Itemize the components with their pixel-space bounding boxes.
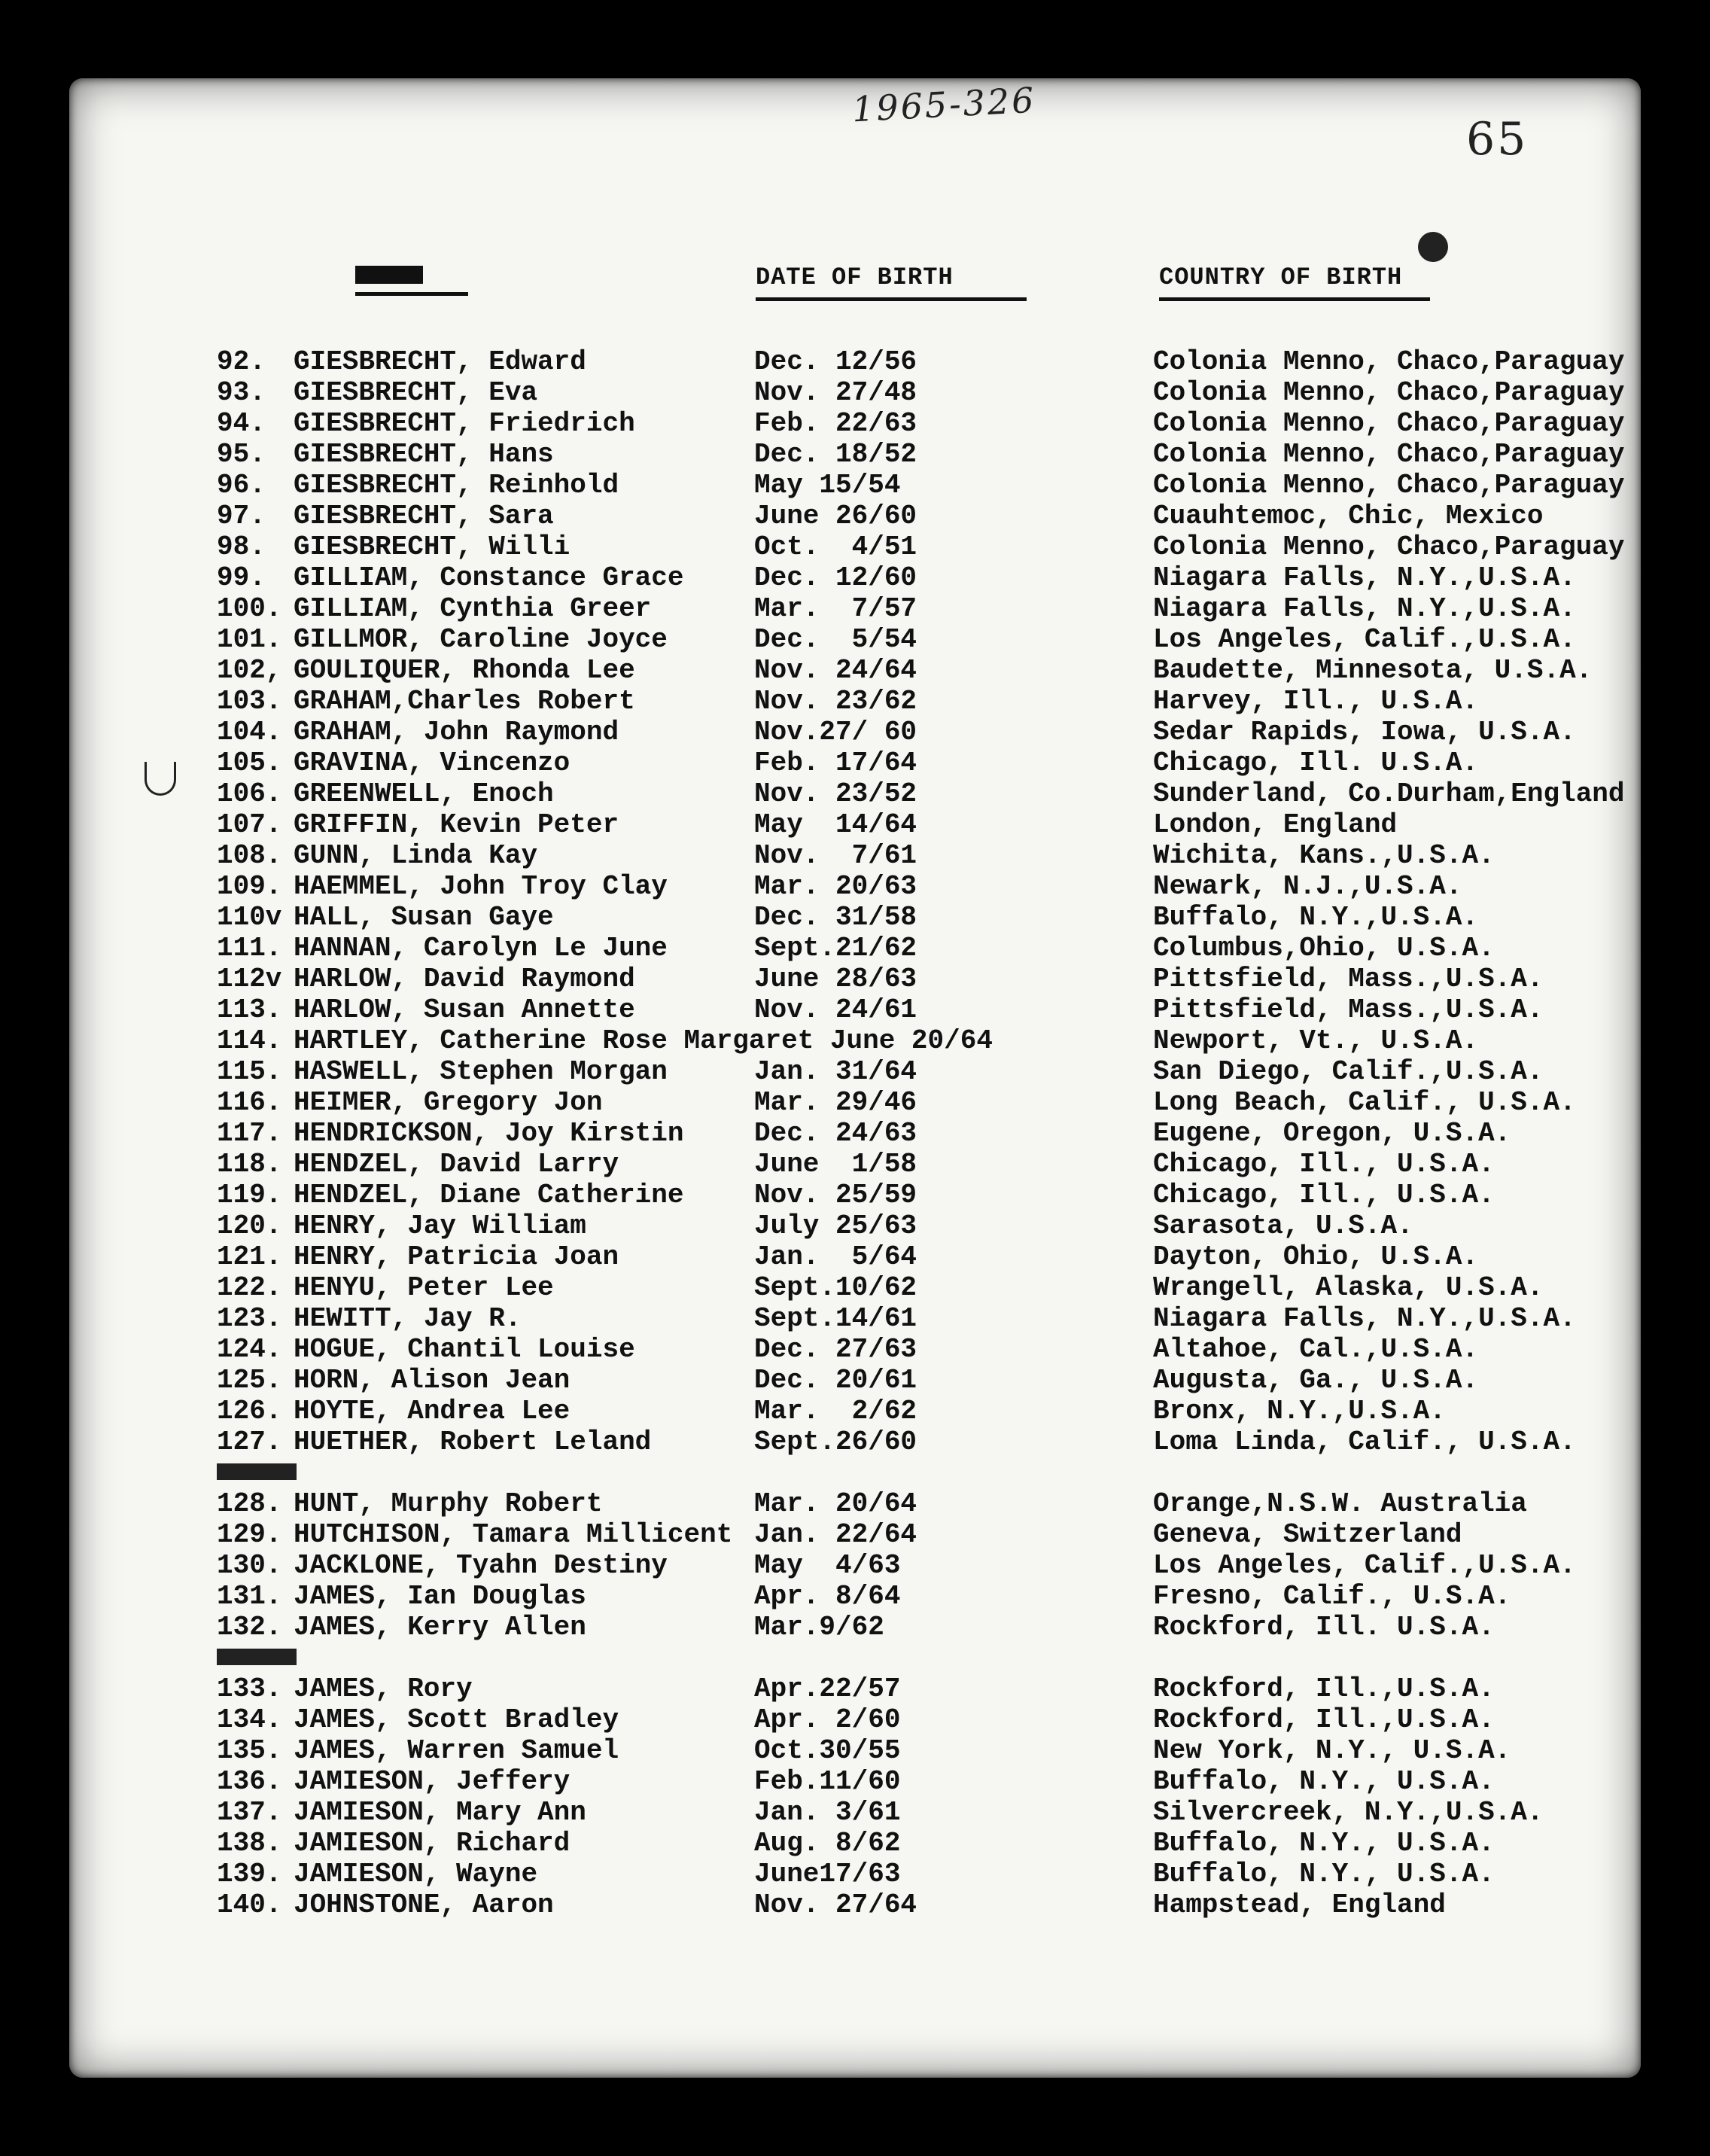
entry-number: 121. <box>217 1241 282 1272</box>
list-item <box>69 408 1641 439</box>
list-item <box>69 933 1641 964</box>
entry-date-of-birth: Feb. 17/64 <box>754 748 917 778</box>
entry-country-of-birth: Chicago, Ill., U.S.A. <box>1153 1180 1495 1210</box>
entry-date-of-birth: Mar. 20/64 <box>754 1488 917 1519</box>
entry-name: JAMIESON, Wayne <box>294 1859 538 1890</box>
entry-date-of-birth: Dec. 24/63 <box>754 1118 917 1149</box>
entry-date-of-birth: Jan. 5/64 <box>754 1241 917 1272</box>
list-item <box>69 871 1641 902</box>
entry-country-of-birth: Niagara Falls, N.Y.,U.S.A. <box>1153 1303 1576 1334</box>
list-item <box>69 840 1641 871</box>
entry-country-of-birth: Wrangell, Alaska, U.S.A. <box>1153 1272 1544 1303</box>
entry-date-of-birth: July 25/63 <box>754 1210 917 1241</box>
entry-name: GIESBRECHT, Sara <box>294 501 554 531</box>
entry-date-of-birth: Nov. 23/52 <box>754 778 917 809</box>
entry-country-of-birth: Colonia Menno, Chaco,Paraguay <box>1153 408 1625 439</box>
entry-date-of-birth: Apr.22/57 <box>754 1673 901 1704</box>
entry-name: GRAHAM, John Raymond <box>294 717 619 748</box>
entry-country-of-birth: Augusta, Ga., U.S.A. <box>1153 1365 1479 1396</box>
entry-name: HENDZEL, Diane Catherine <box>294 1180 684 1210</box>
entry-date-of-birth: Dec. 5/54 <box>754 624 917 655</box>
entry-date-of-birth: June 28/63 <box>754 964 917 994</box>
list-item <box>69 717 1641 748</box>
list-item <box>69 1488 1641 1519</box>
entry-country-of-birth: Orange,N.S.W. Australia <box>1153 1488 1527 1519</box>
list-item <box>69 377 1641 408</box>
list-item <box>69 1890 1641 1920</box>
entry-date-of-birth: Jan. 31/64 <box>754 1056 917 1087</box>
entry-name: HALL, Susan Gaye <box>294 902 554 933</box>
entry-name: HASWELL, Stephen Morgan <box>294 1056 668 1087</box>
list-item <box>69 1612 1641 1643</box>
entry-number: 111. <box>217 933 282 964</box>
entry-name: HUNT, Murphy Robert <box>294 1488 603 1519</box>
entry-name: GILLMOR, Caroline Joyce <box>294 624 668 655</box>
entry-country-of-birth: Dayton, Ohio, U.S.A. <box>1153 1241 1479 1272</box>
entry-name: HENYU, Peter Lee <box>294 1272 554 1303</box>
entry-name: HOGUE, Chantil Louise <box>294 1334 635 1365</box>
entry-name: GILLIAM, Constance Grace <box>294 562 684 593</box>
list-item <box>69 1241 1641 1272</box>
entry-country-of-birth: San Diego, Calif.,U.S.A. <box>1153 1056 1544 1087</box>
entry-date-of-birth: Sept.10/62 <box>754 1272 917 1303</box>
entry-number: 128. <box>217 1488 282 1519</box>
list-item <box>69 1735 1641 1766</box>
entry-country-of-birth: Altahoe, Cal.,U.S.A. <box>1153 1334 1479 1365</box>
entry-date-of-birth: Dec. 18/52 <box>754 439 917 470</box>
entry-name: HUTCHISON, Tamara Millicent <box>294 1519 733 1550</box>
entry-country-of-birth: Pittsfield, Mass.,U.S.A. <box>1153 994 1544 1025</box>
document-page <box>69 78 1641 2078</box>
list-item <box>69 1828 1641 1859</box>
entry-name: GRAHAM,Charles Robert <box>294 686 635 717</box>
entry-name: HENRY, Patricia Joan <box>294 1241 619 1272</box>
entry-date-of-birth: Mar. 7/57 <box>754 593 917 624</box>
entry-country-of-birth: Cuauhtemoc, Chic, Mexico <box>1153 501 1544 531</box>
entry-number: 98. <box>217 531 266 562</box>
entry-number: 107. <box>217 809 282 840</box>
entry-name: GUNN, Linda Kay <box>294 840 538 871</box>
entry-name: HENDZEL, David Larry <box>294 1149 619 1180</box>
entry-country-of-birth: Loma Linda, Calif., U.S.A. <box>1153 1427 1576 1457</box>
entry-number: 133. <box>217 1673 282 1704</box>
entry-date-of-birth: June 26/60 <box>754 501 917 531</box>
header-country-of-birth: COUNTRY OF BIRTH <box>1159 263 1430 301</box>
entry-date-of-birth: Nov. 24/61 <box>754 994 917 1025</box>
list-item <box>69 655 1641 686</box>
list-item <box>69 1210 1641 1241</box>
redacted-annotation <box>69 1457 1641 1488</box>
entry-country-of-birth: Los Angeles, Calif.,U.S.A. <box>1153 1550 1576 1581</box>
entry-number: 129. <box>217 1519 282 1550</box>
entry-number: 139. <box>217 1859 282 1890</box>
entry-number: 100. <box>217 593 282 624</box>
entry-date-of-birth: Dec. 12/56 <box>754 346 917 377</box>
entry-number: 103. <box>217 686 282 717</box>
entry-date-of-birth: Jan. 22/64 <box>754 1519 917 1550</box>
entry-date-of-birth: Feb. 22/63 <box>754 408 917 439</box>
entry-name: JAMIESON, Richard <box>294 1828 571 1859</box>
list-item <box>69 1673 1641 1704</box>
entry-date-of-birth: Nov. 27/64 <box>754 1890 917 1920</box>
entry-country-of-birth: Long Beach, Calif., U.S.A. <box>1153 1087 1576 1118</box>
redacted-annotation <box>69 1643 1641 1673</box>
list-item <box>69 1766 1641 1797</box>
entry-country-of-birth: Harvey, Ill., U.S.A. <box>1153 686 1479 717</box>
entry-date-of-birth: Nov. 27/48 <box>754 377 917 408</box>
entry-number: 106. <box>217 778 282 809</box>
entry-date-of-birth: May 15/54 <box>754 470 901 501</box>
entry-name: GIESBRECHT, Reinhold <box>294 470 619 501</box>
entry-date-of-birth: Mar. 29/46 <box>754 1087 917 1118</box>
entry-date-of-birth: Mar. 2/62 <box>754 1396 917 1427</box>
list-item <box>69 562 1641 593</box>
entry-country-of-birth: Hampstead, England <box>1153 1890 1446 1920</box>
entry-country-of-birth: Colonia Menno, Chaco,Paraguay <box>1153 470 1625 501</box>
list-item <box>69 809 1641 840</box>
entry-number: 123. <box>217 1303 282 1334</box>
entry-country-of-birth: Columbus,Ohio, U.S.A. <box>1153 933 1495 964</box>
entry-country-of-birth: Pittsfield, Mass.,U.S.A. <box>1153 964 1544 994</box>
entry-date-of-birth: Dec. 27/63 <box>754 1334 917 1365</box>
entry-country-of-birth: Colonia Menno, Chaco,Paraguay <box>1153 377 1625 408</box>
entry-date-of-birth: Sept.26/60 <box>754 1427 917 1457</box>
entry-country-of-birth: Rockford, Ill.,U.S.A. <box>1153 1704 1495 1735</box>
entry-name: GIESBRECHT, Hans <box>294 439 554 470</box>
entry-country-of-birth: Buffalo, N.Y.,U.S.A. <box>1153 902 1479 933</box>
list-item <box>69 1118 1641 1149</box>
entry-number: 113. <box>217 994 282 1025</box>
entry-country-of-birth: Silvercreek, N.Y.,U.S.A. <box>1153 1797 1544 1828</box>
list-item <box>69 1303 1641 1334</box>
entry-number: 119. <box>217 1180 282 1210</box>
entry-country-of-birth: Colonia Menno, Chaco,Paraguay <box>1153 439 1625 470</box>
entry-date-of-birth: Sept.14/61 <box>754 1303 917 1334</box>
entry-number: 130. <box>217 1550 282 1581</box>
entry-number: 115. <box>217 1056 282 1087</box>
entry-date-of-birth: Mar.9/62 <box>754 1612 884 1643</box>
entry-date-of-birth: Apr. 8/64 <box>754 1581 901 1612</box>
entry-number: 105. <box>217 748 282 778</box>
entry-country-of-birth: Chicago, Ill. U.S.A. <box>1153 748 1479 778</box>
list-item <box>69 1704 1641 1735</box>
entry-name: HORN, Alison Jean <box>294 1365 571 1396</box>
list-item <box>69 1334 1641 1365</box>
list-item <box>69 346 1641 377</box>
entry-name: HARLOW, David Raymond <box>294 964 635 994</box>
list-item <box>69 531 1641 562</box>
entry-date-of-birth: May 14/64 <box>754 809 917 840</box>
entry-name: HEWITT, Jay R. <box>294 1303 522 1334</box>
entry-name: HUETHER, Robert Leland <box>294 1427 652 1457</box>
list-item <box>69 994 1641 1025</box>
entry-name: GIESBRECHT, Eva <box>294 377 538 408</box>
list-item <box>69 1056 1641 1087</box>
list-item <box>69 1581 1641 1612</box>
entry-number: 92. <box>217 346 266 377</box>
entry-country-of-birth: Buffalo, N.Y., U.S.A. <box>1153 1859 1495 1890</box>
entry-number: 104. <box>217 717 282 748</box>
entry-country-of-birth: Sarasota, U.S.A. <box>1153 1210 1413 1241</box>
list-item <box>69 624 1641 655</box>
entry-number: 94. <box>217 408 266 439</box>
entry-number: 116. <box>217 1087 282 1118</box>
list-item <box>69 1427 1641 1457</box>
entry-date-of-birth: Dec. 31/58 <box>754 902 917 933</box>
entry-date-of-birth: Apr. 2/60 <box>754 1704 901 1735</box>
entry-name: GRIFFIN, Kevin Peter <box>294 809 619 840</box>
header-date-of-birth: DATE OF BIRTH <box>756 263 1027 301</box>
entry-name: JACKLONE, Tyahn Destiny <box>294 1550 668 1581</box>
page-number: 65 <box>1466 113 1529 166</box>
entry-country-of-birth: Los Angeles, Calif.,U.S.A. <box>1153 624 1576 655</box>
entry-country-of-birth: Baudette, Minnesota, U.S.A. <box>1153 655 1593 686</box>
entry-name: GOULIQUER, Rhonda Lee <box>294 655 635 686</box>
entry-country-of-birth: Niagara Falls, N.Y.,U.S.A. <box>1153 562 1576 593</box>
entry-country-of-birth: Sunderland, Co.Durham,England <box>1153 778 1625 809</box>
list-item <box>69 748 1641 778</box>
entry-number: 134. <box>217 1704 282 1735</box>
list-item <box>69 501 1641 531</box>
entry-country-of-birth: Bronx, N.Y.,U.S.A. <box>1153 1396 1446 1427</box>
entry-name: HANNAN, Carolyn Le June <box>294 933 668 964</box>
entry-name: HENRY, Jay William <box>294 1210 586 1241</box>
entry-country-of-birth: London, England <box>1153 809 1398 840</box>
entry-number: 95. <box>217 439 266 470</box>
entry-date-of-birth: Dec. 20/61 <box>754 1365 917 1396</box>
entry-name: HENDRICKSON, Joy Kirstin <box>294 1118 684 1149</box>
entry-number: 120. <box>217 1210 282 1241</box>
entry-country-of-birth: Chicago, Ill., U.S.A. <box>1153 1149 1495 1180</box>
entry-country-of-birth: Rockford, Ill. U.S.A. <box>1153 1612 1495 1643</box>
list-item <box>69 1180 1641 1210</box>
list-item <box>69 778 1641 809</box>
entry-date-of-birth: Nov. 23/62 <box>754 686 917 717</box>
entry-number: 124. <box>217 1334 282 1365</box>
entry-name: JOHNSTONE, Aaron <box>294 1890 554 1920</box>
entry-name: HAEMMEL, John Troy Clay <box>294 871 668 902</box>
list-item <box>69 1396 1641 1427</box>
entry-name: GILLIAM, Cynthia Greer <box>294 593 652 624</box>
entry-name: HOYTE, Andrea Lee <box>294 1396 571 1427</box>
entry-date-of-birth: Sept.21/62 <box>754 933 917 964</box>
entry-date-of-birth: Nov. 25/59 <box>754 1180 917 1210</box>
entry-number: 135. <box>217 1735 282 1766</box>
entry-country-of-birth: New York, N.Y., U.S.A. <box>1153 1735 1511 1766</box>
entry-number: 97. <box>217 501 266 531</box>
entry-number: 110v <box>217 902 282 933</box>
entry-date-of-birth: Aug. 8/62 <box>754 1828 901 1859</box>
entry-number: 117. <box>217 1118 282 1149</box>
entry-name: GIESBRECHT, Friedrich <box>294 408 635 439</box>
entry-date-of-birth: Feb.11/60 <box>754 1766 901 1797</box>
list-item <box>69 1550 1641 1581</box>
entry-date-of-birth: Nov. 24/64 <box>754 655 917 686</box>
entry-number: 112v <box>217 964 282 994</box>
list-item <box>69 1859 1641 1890</box>
entry-name: HARTLEY, Catherine Rose Margaret June 20/64 <box>294 1025 993 1056</box>
entry-date-of-birth: June 1/58 <box>754 1149 917 1180</box>
entry-number: 102, <box>217 655 282 686</box>
entry-number: 126. <box>217 1396 282 1427</box>
entry-number: 109. <box>217 871 282 902</box>
entry-date-of-birth: Jan. 3/61 <box>754 1797 901 1828</box>
entry-name: GREENWELL, Enoch <box>294 778 554 809</box>
entry-name: GIESBRECHT, Willi <box>294 531 571 562</box>
entry-name: HEIMER, Gregory Jon <box>294 1087 603 1118</box>
entry-number: 108. <box>217 840 282 871</box>
list-item <box>69 1025 1641 1056</box>
entry-date-of-birth: May 4/63 <box>754 1550 901 1581</box>
entry-country-of-birth: Fresno, Calif., U.S.A. <box>1153 1581 1511 1612</box>
entry-date-of-birth: Nov.27/ 60 <box>754 717 917 748</box>
entry-country-of-birth: Newark, N.J.,U.S.A. <box>1153 871 1462 902</box>
entry-number: 122. <box>217 1272 282 1303</box>
list-item <box>69 439 1641 470</box>
entry-country-of-birth: Sedar Rapids, Iowa, U.S.A. <box>1153 717 1576 748</box>
list-item <box>69 1519 1641 1550</box>
entry-number: 93. <box>217 377 266 408</box>
entry-number: 96. <box>217 470 266 501</box>
entry-date-of-birth: Oct. 4/51 <box>754 531 917 562</box>
entry-name: GRAVINA, Vincenzo <box>294 748 571 778</box>
entry-name: HARLOW, Susan Annette <box>294 994 635 1025</box>
entry-number: 140. <box>217 1890 282 1920</box>
list-item <box>69 902 1641 933</box>
entry-number: 101. <box>217 624 282 655</box>
entry-number: 138. <box>217 1828 282 1859</box>
entry-name: GIESBRECHT, Edward <box>294 346 586 377</box>
entry-number: 125. <box>217 1365 282 1396</box>
entries-list <box>69 346 1641 1920</box>
entry-number: 137. <box>217 1797 282 1828</box>
list-item <box>69 1797 1641 1828</box>
list-item <box>69 1365 1641 1396</box>
entry-country-of-birth: Colonia Menno, Chaco,Paraguay <box>1153 346 1625 377</box>
header-name-redacted <box>355 263 468 296</box>
entry-name: JAMES, Scott Bradley <box>294 1704 619 1735</box>
entry-date-of-birth: Mar. 20/63 <box>754 871 917 902</box>
ink-blot <box>1418 232 1448 262</box>
entry-country-of-birth: Niagara Falls, N.Y.,U.S.A. <box>1153 593 1576 624</box>
entry-country-of-birth: Colonia Menno, Chaco,Paraguay <box>1153 531 1625 562</box>
list-item <box>69 686 1641 717</box>
entry-number: 114. <box>217 1025 282 1056</box>
entry-name: JAMIESON, Mary Ann <box>294 1797 586 1828</box>
entry-country-of-birth: Buffalo, N.Y., U.S.A. <box>1153 1828 1495 1859</box>
entry-number: 132. <box>217 1612 282 1643</box>
accession-number: 1965-326 <box>850 79 1037 130</box>
entry-date-of-birth: Oct.30/55 <box>754 1735 901 1766</box>
entry-date-of-birth: Nov. 7/61 <box>754 840 917 871</box>
entry-date-of-birth: June17/63 <box>754 1859 901 1890</box>
entry-name: JAMES, Warren Samuel <box>294 1735 619 1766</box>
entry-country-of-birth: Newport, Vt., U.S.A. <box>1153 1025 1479 1056</box>
entry-number: 118. <box>217 1149 282 1180</box>
list-item <box>69 470 1641 501</box>
entry-name: JAMES, Kerry Allen <box>294 1612 586 1643</box>
list-item <box>69 1149 1641 1180</box>
entry-country-of-birth: Rockford, Ill.,U.S.A. <box>1153 1673 1495 1704</box>
list-item <box>69 593 1641 624</box>
entry-name: JAMES, Rory <box>294 1673 473 1704</box>
entry-number: 99. <box>217 562 266 593</box>
entry-number: 127. <box>217 1427 282 1457</box>
entry-name: JAMIESON, Jeffery <box>294 1766 571 1797</box>
entry-country-of-birth: Wichita, Kans.,U.S.A. <box>1153 840 1495 871</box>
entry-country-of-birth: Buffalo, N.Y., U.S.A. <box>1153 1766 1495 1797</box>
list-item <box>69 964 1641 994</box>
entry-country-of-birth: Eugene, Oregon, U.S.A. <box>1153 1118 1511 1149</box>
entry-number: 136. <box>217 1766 282 1797</box>
entry-country-of-birth: Geneva, Switzerland <box>1153 1519 1462 1550</box>
list-item <box>69 1272 1641 1303</box>
entry-name: JAMES, Ian Douglas <box>294 1581 586 1612</box>
entry-number: 131. <box>217 1581 282 1612</box>
list-item <box>69 1087 1641 1118</box>
entry-date-of-birth: Dec. 12/60 <box>754 562 917 593</box>
